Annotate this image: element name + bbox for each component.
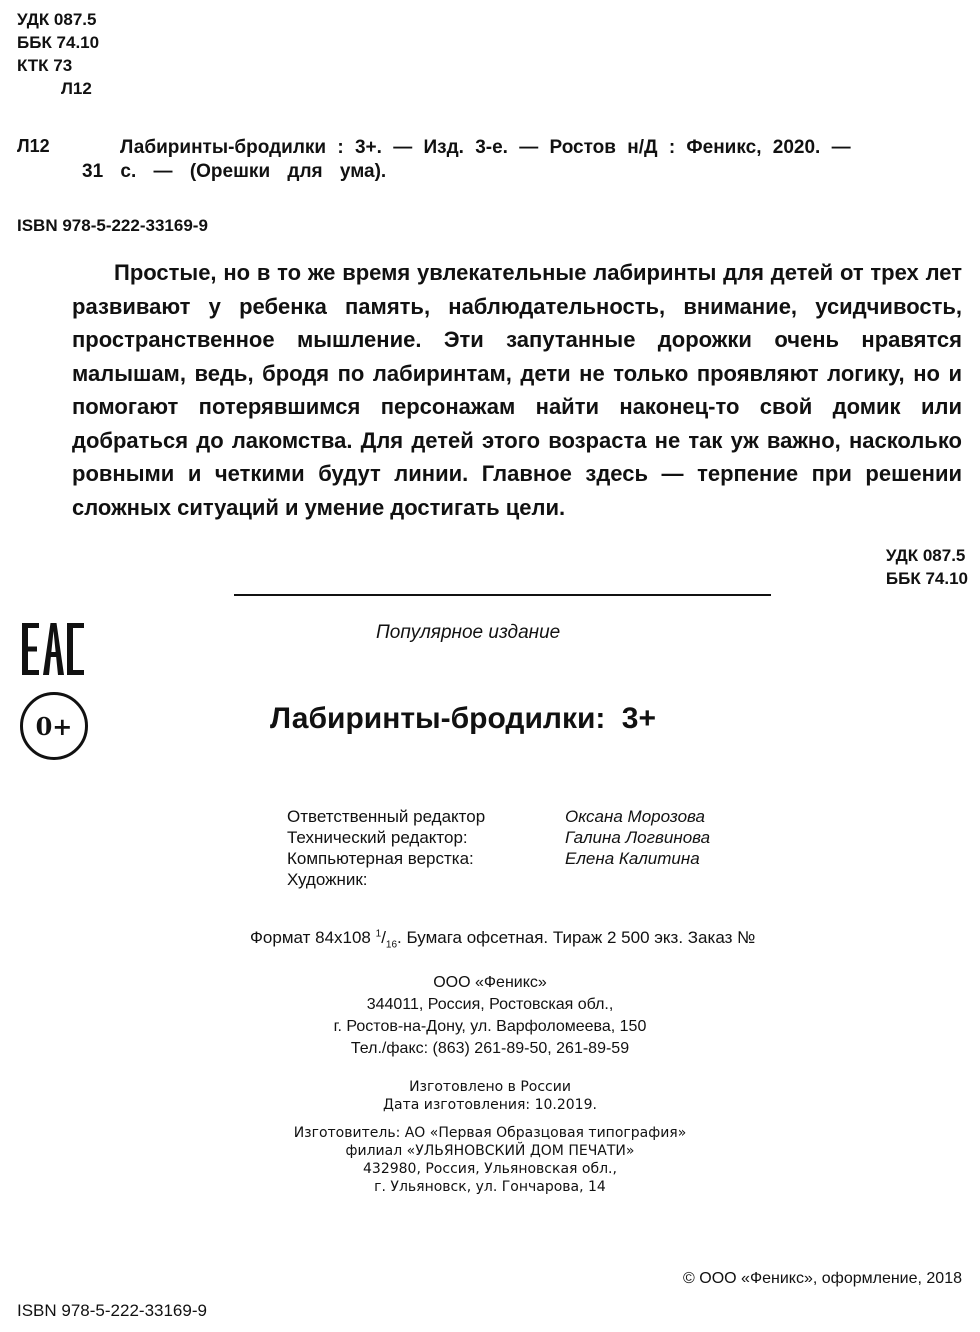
isbn-top: ISBN 978-5-222-33169-9 (17, 216, 208, 235)
section-divider (234, 594, 771, 596)
printer-line1: Изготовитель: АО «Первая Образцовая типография» (293, 1125, 687, 1141)
catalog-entry-line1: Лабиринты-бродилки : 3+. — Изд. 3-е. — Ростов н/Д : Феникс, 2020. — (120, 137, 851, 158)
format-suffix: . Бумага офсетная. Тираж 2 500 экз. Заказ № (397, 928, 756, 947)
isbn-bottom: ISBN 978-5-222-33169-9 (17, 1301, 207, 1320)
catalog-code: Л12 (17, 136, 50, 156)
credits (287, 806, 710, 890)
printer-line3: 432980, Россия, Ульяновская обл., (363, 1161, 617, 1177)
credit-name: Елена Калитина (565, 849, 700, 868)
author-mark: Л12 (61, 79, 92, 98)
edition-type: Популярное издание (376, 622, 561, 643)
publisher-phone: Тел./факс: (863) 261-89-50, 261-89-59 (350, 1040, 630, 1057)
udk-code: УДК 087.5 (17, 10, 97, 29)
format-line: Формат 84х108 $^1/_{16}$. Бумага офсетная. Тираж 2 500 экз. Заказ № (250, 928, 756, 951)
publisher-block (230, 972, 750, 1060)
udk-code-right: УДК 087.5 (885, 546, 966, 565)
credit-role: Технический редактор: (287, 828, 468, 847)
printer-line2: филиал «УЛЬЯНОВСКИЙ ДОМ ПЕЧАТИ» (345, 1143, 635, 1159)
credit-role: Ответственный редактор (287, 807, 486, 826)
age-rating-badge: 0+ (20, 692, 88, 760)
copyright: © ООО «Феникс», оформление, 2018 (683, 1270, 962, 1287)
printer-block (230, 1124, 750, 1196)
publisher-address1: 344011, Россия, Ростовская обл., (366, 996, 614, 1013)
bbk-code: ББК 74.10 (17, 33, 100, 52)
credit-row (287, 806, 710, 827)
credit-name: Галина Логвинова (565, 828, 711, 847)
catalog-entry-line2: 31 с. — (Орешки для ума). (82, 161, 387, 182)
format-prefix: Формат 84х108 (250, 928, 371, 947)
format-numerator: 1 (375, 928, 382, 940)
production-date: Дата изготовления: 10.2019. (383, 1097, 597, 1113)
classification-codes (17, 8, 99, 100)
classification-codes-right (886, 544, 968, 590)
credit-role: Компьютерная верстка: (287, 849, 474, 868)
credit-name: Оксана Морозова (565, 807, 706, 826)
book-title: Лабиринты-бродилки: 3+ (270, 702, 656, 735)
made-in: Изготовлено в России (409, 1079, 571, 1095)
credit-row (287, 827, 710, 848)
annotation-paragraph: Простые, но в то же время увлекательные лабиринты для детей от трех лет развивают у ребенка память, наблюдательность, внимание, усидчивость, пространственное мышление. Эти запутанные дорожки очень нравятся малышам, ведь, бродя по лабиринтам, дети не только проявляют логику, но и помогают потерявшимся персонажам найти наконец-то свой домик или добраться до лакомства. Для детей этого возраста не так уж важно, насколько ровными и четкими будут линии. Главное здесь — терпение при решении сложных ситуаций и умение достигать цели. (72, 260, 962, 520)
credit-role: Художник: (287, 870, 368, 889)
credit-row (287, 869, 710, 890)
publisher-name: ООО «Феникс» (433, 974, 547, 991)
eac-mark-icon (22, 623, 84, 675)
format-denominator: 16 (385, 939, 398, 951)
ktk-code: КТК 73 (17, 56, 73, 75)
bbk-code-right: ББК 74.10 (885, 569, 968, 588)
publisher-address2: г. Ростов-на-Дону, ул. Варфоломеева, 150 (333, 1018, 647, 1035)
credit-row (287, 848, 710, 869)
printer-line4: г. Ульяновск, ул. Гончарова, 14 (374, 1179, 606, 1195)
origin-block (230, 1078, 750, 1114)
